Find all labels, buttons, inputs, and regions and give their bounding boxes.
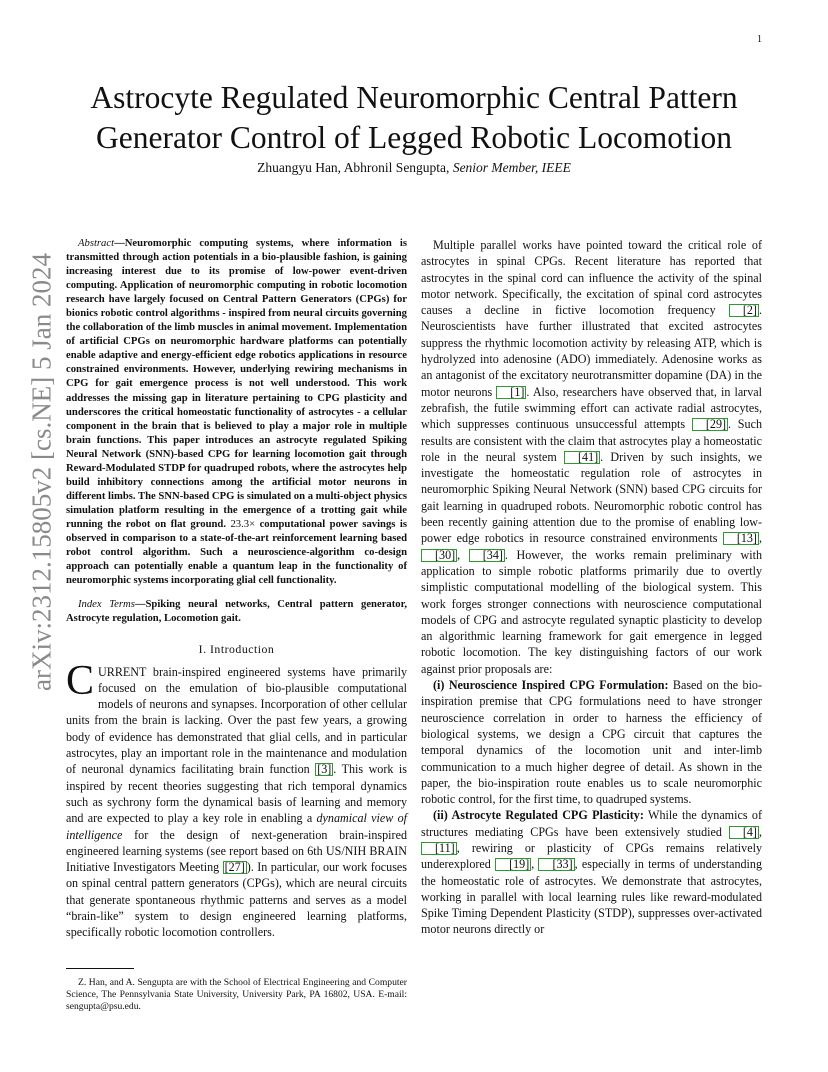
contribution-paragraph-2 <box>421 807 762 937</box>
citation-link[interactable]: [19] <box>495 858 531 871</box>
abstract-math: 23.3× <box>230 518 256 530</box>
author-line <box>40 160 788 176</box>
citation-link[interactable]: [13] <box>723 532 759 545</box>
citation-link[interactable]: [3] <box>317 762 332 777</box>
page-number: 1 <box>757 34 762 45</box>
section-heading-introduction: I. Introduction <box>198 642 275 657</box>
footnote-rule <box>66 968 134 969</box>
citation-link[interactable]: [33] <box>538 858 574 871</box>
citation-link[interactable]: [27] <box>224 860 245 875</box>
intro-paragraph-1 <box>66 657 407 941</box>
index-terms-text: —Spiking neural networks, Central pattern generator, Astrocyte regulation, Locomotion gait. <box>66 599 408 625</box>
citation-separator: , <box>531 857 539 872</box>
citation-separator: , <box>457 547 469 562</box>
citation-link[interactable]: [30] <box>421 549 457 562</box>
index-terms <box>66 598 407 626</box>
contribution-2-text-c: , especially in terms of understanding the homeostatic role of astrocytes. We demonstrate that astrocytes, working in parallel with local learning rules like reward-modulated Spike Timing Dependent Plasticity (STDP), suppresses over-activated motor neurons directly or <box>421 857 763 937</box>
left-column <box>66 237 407 941</box>
intro-p1-text-a: URRENT brain-inspired engineered systems have primarily focused on the emulation of bio-plausible computational models of neurons and synapses. Incorporation of other cellular units from the brain is lacking. Over the past few years, a growing body of evidence has demonstrated that glial cells, and in particular astrocytes, play an important role in the maintenance and modulation of neuronal dynamics facilitating brain function <box>66 664 407 777</box>
intro-p2-text-a: Multiple parallel works have pointed toward the critical role of astrocytes in spinal CPGs. Recent literature has reported that astrocytes in the spinal cord can influence the activity of the spinal motor network. Specifically, the excitation of spinal cord astrocytes causes a decline in fictive locomotion frequency <box>421 238 762 318</box>
paper-title: Astrocyte Regulated Neuromorphic Central Pattern Generator Control of Legged Robotic Locomotion <box>90 80 738 155</box>
intro-p2-text-f: . However, the works remain preliminary with application to simple robotic platforms primarily due to overtly simplistic computational modelling of the biological system. This work forges stronger connections with neuroscience computational models of CPG and astrocyte regulated synaptic plasticity to develop an algorithmic learning framework for gait emergence in legged robotic locomotion. The key distinguishing factors of our work against prior proposals are: <box>421 547 763 676</box>
citation-link[interactable]: [4] <box>729 826 759 839</box>
citation-link[interactable]: [1] <box>496 386 526 399</box>
arxiv-identifier-text: arXiv:2312.15805v2 [cs.NE] 5 Jan 2024 <box>26 253 57 691</box>
intro-p1-emphasis: dynamical view of intelligence <box>66 811 407 842</box>
right-column <box>421 237 762 938</box>
contribution-1-title: (i) Neuroscience Inspired CPG Formulation: <box>433 678 669 693</box>
intro-p2-text-b: . Neuroscientists have further illustrated that excited astrocytes suppress the rhythmic locomotion activity by releasing ATP, which is hydrolyzed into adenosine (ADO) immediately. Adenosine works as an antagonist of the excitatory neurotransmitter dopamine (DA) in the motor neurons <box>421 303 762 399</box>
citation-link[interactable]: [29] <box>692 418 728 431</box>
abstract-label: Abstract <box>78 238 115 249</box>
citation-separator: , <box>758 824 762 839</box>
intro-p2-text-e: . Driven by such insights, we investigate the homeostatic regulation role of astrocytes in neuromorphic Spiking Neural Network (SNN) based CPG circuits for gait learning in quadruped robots. Neuromorphic robotic control has been recently gaining attention due to the promise of enabling low-power edge robotics in resource constrained environments <box>421 449 762 546</box>
footnote: Z. Han, and A. Sengupta are with the School of Electrical Engineering and Computer Science, The Pennsylvania State University, University Park, PA 16802, USA. E-mail: sengupta@psu.edu. <box>66 977 407 1013</box>
author-role: Senior Member, IEEE <box>452 160 571 175</box>
author-names: Zhuangyu Han, Abhronil Sengupta, <box>257 160 453 175</box>
intro-p2-text-c: . Also, researchers have observed that, in larval zebrafish, the futile swimming effort can activate radial astrocytes, which suppresses continuous unsuccessful attempts <box>421 384 762 432</box>
citation-link[interactable]: [34] <box>469 549 505 562</box>
contribution-2-title: (ii) Astrocyte Regulated CPG Plasticity: <box>433 808 644 823</box>
intro-paragraph-2 <box>421 237 762 677</box>
abstract-text-2: computational power savings is observed in comparison to a state-of-the-art reinforcement learning based robot control algorithm. Such a neuroscience-algorithm co-design approach can potentially enable a quantum leap in the functionality of neuromorphic systems incorporating glial cell functionality. <box>66 518 407 587</box>
contribution-2-text-b: , rewiring or plasticity of CPGs remains relatively underexplored <box>421 840 762 872</box>
intro-p1-text-c: for the design of next-generation brain-inspired engineered learning systems (see report based on 6th US/NIH BRAIN Initiative Investigators Meeting <box>66 827 407 875</box>
contribution-2-text-a: While the dynamics of structures mediating CPGs have been extensively studied <box>421 808 763 839</box>
contribution-1-text: Based on the bio-inspiration premise that CPG formulations need to have stronger neuroscience correlation in order to harness the efficiency of biological systems, we design a CPG circuit that captures the temporal dynamics of the locomotion unit and inter-limb communication to a much higher degree of detail. As shown in the paper, the bio-inspiration route enables us to scale neuromorphic robotic control, for the first time, to quadruped systems. <box>421 678 762 807</box>
index-terms-label: Index Terms <box>78 599 135 611</box>
drop-cap: C <box>66 657 95 704</box>
intro-p1-text-b: . This work is inspired by recent theories suggesting that rich temporal dynamics such as sychrony form the dynamical basis of learning and memory and are expected to play a key role in enabling a <box>66 762 407 826</box>
abstract <box>66 237 407 588</box>
citation-separator: , <box>758 531 762 546</box>
contribution-paragraph-1 <box>421 677 762 807</box>
abstract-text-1: —Neuromorphic computing systems, where information is transmitted through action potentials in a bio-plausible fashion, is gaining increasing interest due to its promise of low-power event-driven computing. Application of neuromorphic computing in robotic locomotion research have largely focused on Central Pattern Generators (CPGs) for bionics robotic control algorithms - inspired from neural circuits governing the collaboration of the limb muscles in animal movement. Implementation of artificial CPGs on neuromorphic hardware platforms can potentially enable adaptive and energy-efficient edge robotics applications in resource constrained environments. However, underlying rewiring mechanisms in CPG for gait emergence process is not well understood. This work addresses the missing gap in literature pertaining to CPG plasticity and underscores the critical homeostatic functionality of astrocytes - a cellular component in the brain that is believed to play a major role in multiple brain functions. This paper introduces an astrocyte regulated Spiking Neural Network (SNN)-based CPG for learning locomotion gait through Reward-Modulated STDP for quadruped robots, where the astrocytes help build inhibitory connections among the artificial motor neurons in different limbs. The SNN-based CPG is simulated on a multi-object physics simulation platform resulting in the emergence of a trotting gait while running the robot on flat ground. <box>66 238 408 530</box>
intro-p1-text-d: ). In particular, our work focuses on spinal central pattern generators (CPGs), which are neural circuits that generate spontaneous rhythmic patterns and serves as a model “brain-like” system to design engineered learning platforms, specifically robotic locomotion controllers. <box>66 860 407 940</box>
citation-link[interactable]: [2] <box>729 304 759 317</box>
citation-link[interactable]: [41] <box>564 451 600 464</box>
intro-p2-text-d: . Such results are consistent with the claim that astrocytes play a homeostatic role in the neural system <box>421 417 762 464</box>
citation-link[interactable]: [11] <box>421 842 457 855</box>
